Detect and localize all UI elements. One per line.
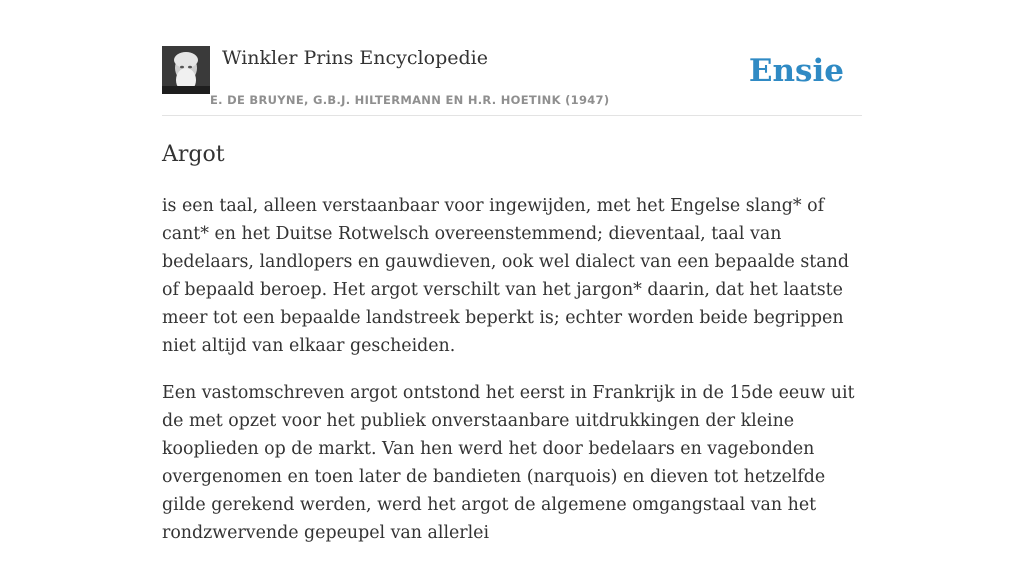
article-body [162,192,867,566]
source-title[interactable]: Winkler Prins Encyclopedie [222,47,488,69]
source-header [162,46,862,116]
article-paragraph: is een taal, alleen verstaanbaar voor ingewijden, met het Engelse slang* of cant* en het Duitse Rotwelsch overeenstemmend; dieventaal, taal van bedelaars, landlopers en gauwdieven, ook wel dialect van een bepaalde stand of bepaald beroep. Het argot verschilt van het jargon* daarin, dat het laatste meer tot een bepaalde landstreek beperkt is; echter worden beide begrippen niet altijd van elkaar gescheiden. [162,196,849,356]
portrait-image [162,46,210,94]
ensie-logo[interactable]: Ensie [748,53,844,89]
article-title: Argot [162,142,225,167]
article-paragraph: Een vastomschreven argot ontstond het eerst in Frankrijk in de 15de eeuw uit de met opzet voor het publiek onverstaanbare uitdrukkingen der kleine kooplieden op de markt. Van hen werd het door bedelaars en vagebonden overgenomen en toen later de bandieten (narquois) en dieven tot hetzelfde gilde gerekend werden, werd het argot de algemene omgangstaal van het rondzwervende gepeupel van allerlei [162,383,855,543]
source-authors: E. DE BRUYNE, G.B.J. HILTERMANN EN H.R. HOETINK (1947) [210,93,610,107]
author-portrait [162,46,210,94]
